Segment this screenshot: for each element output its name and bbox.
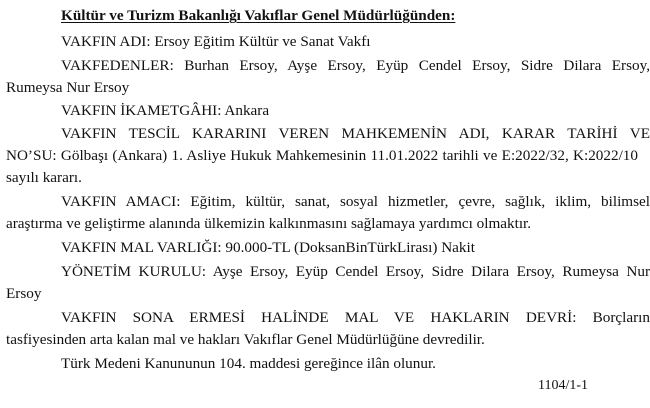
purpose-line: VAKFIN AMACI: Eğitim, kültür, sanat, sosyal hizmetler, çevre, sağlık, iklim, bilimsel [61,193,650,210]
court-decision-line-continued: NO’SU: Gölbaşı (Ankara) 1. Asliye Hukuk Mahkemesinin 11.01.2022 tarihli ve E:2022/32, K:2022/10 [6,147,638,164]
board-line-continued: Ersoy [6,285,42,302]
residence-line: VAKFIN İKAMETGÂHI: Ankara [61,102,270,119]
dissolution-line-continued: tasfiyesinden arta kalan mal ve hakları Vakıflar Genel Müdürlüğüne devredilir. [6,331,485,348]
foundation-name-line: VAKFIN ADI: Ersoy Eğitim Kültür ve Sanat Vakfı [61,33,371,50]
dissolution-line: VAKFIN SONA ERMESİ HALİNDE MAL VE HAKLARIN DEVRİ: Borçların [61,309,650,326]
legal-notice-line: Türk Medeni Kanununun 104. maddesi gereğince ilân olunur. [61,355,436,372]
founders-line-continued: Rumeysa Nur Ersoy [6,79,130,96]
announcement-heading: Kültür ve Turizm Bakanlığı Vakıflar Genel Müdürlüğünden: [61,7,456,24]
purpose-line-continued: araştırma ve geliştirme alanında ülkemizin kalkınmasını sağlamaya yardımcı olmaktır. [6,215,532,232]
assets-line: VAKFIN MAL VARLIĞI: 90.000-TL (DoksanBinTürkLirası) Nakit [61,239,475,256]
court-decision-line: VAKFIN TESCİL KARARINI VEREN MAHKEMENİN ADI, KARAR TARİHİ VE [61,125,650,142]
reference-number: 1104/1-1 [538,378,589,393]
board-line: YÖNETİM KURULU: Ayşe Ersoy, Eyüp Cendel Ersoy, Sidre Dilara Ersoy, Rumeysa Nur [61,263,650,280]
court-decision-line-end: sayılı kararı. [6,169,82,186]
founders-line: VAKFEDENLER: Burhan Ersoy, Ayşe Ersoy, Eyüp Cendel Ersoy, Sidre Dilara Ersoy, [61,57,650,74]
